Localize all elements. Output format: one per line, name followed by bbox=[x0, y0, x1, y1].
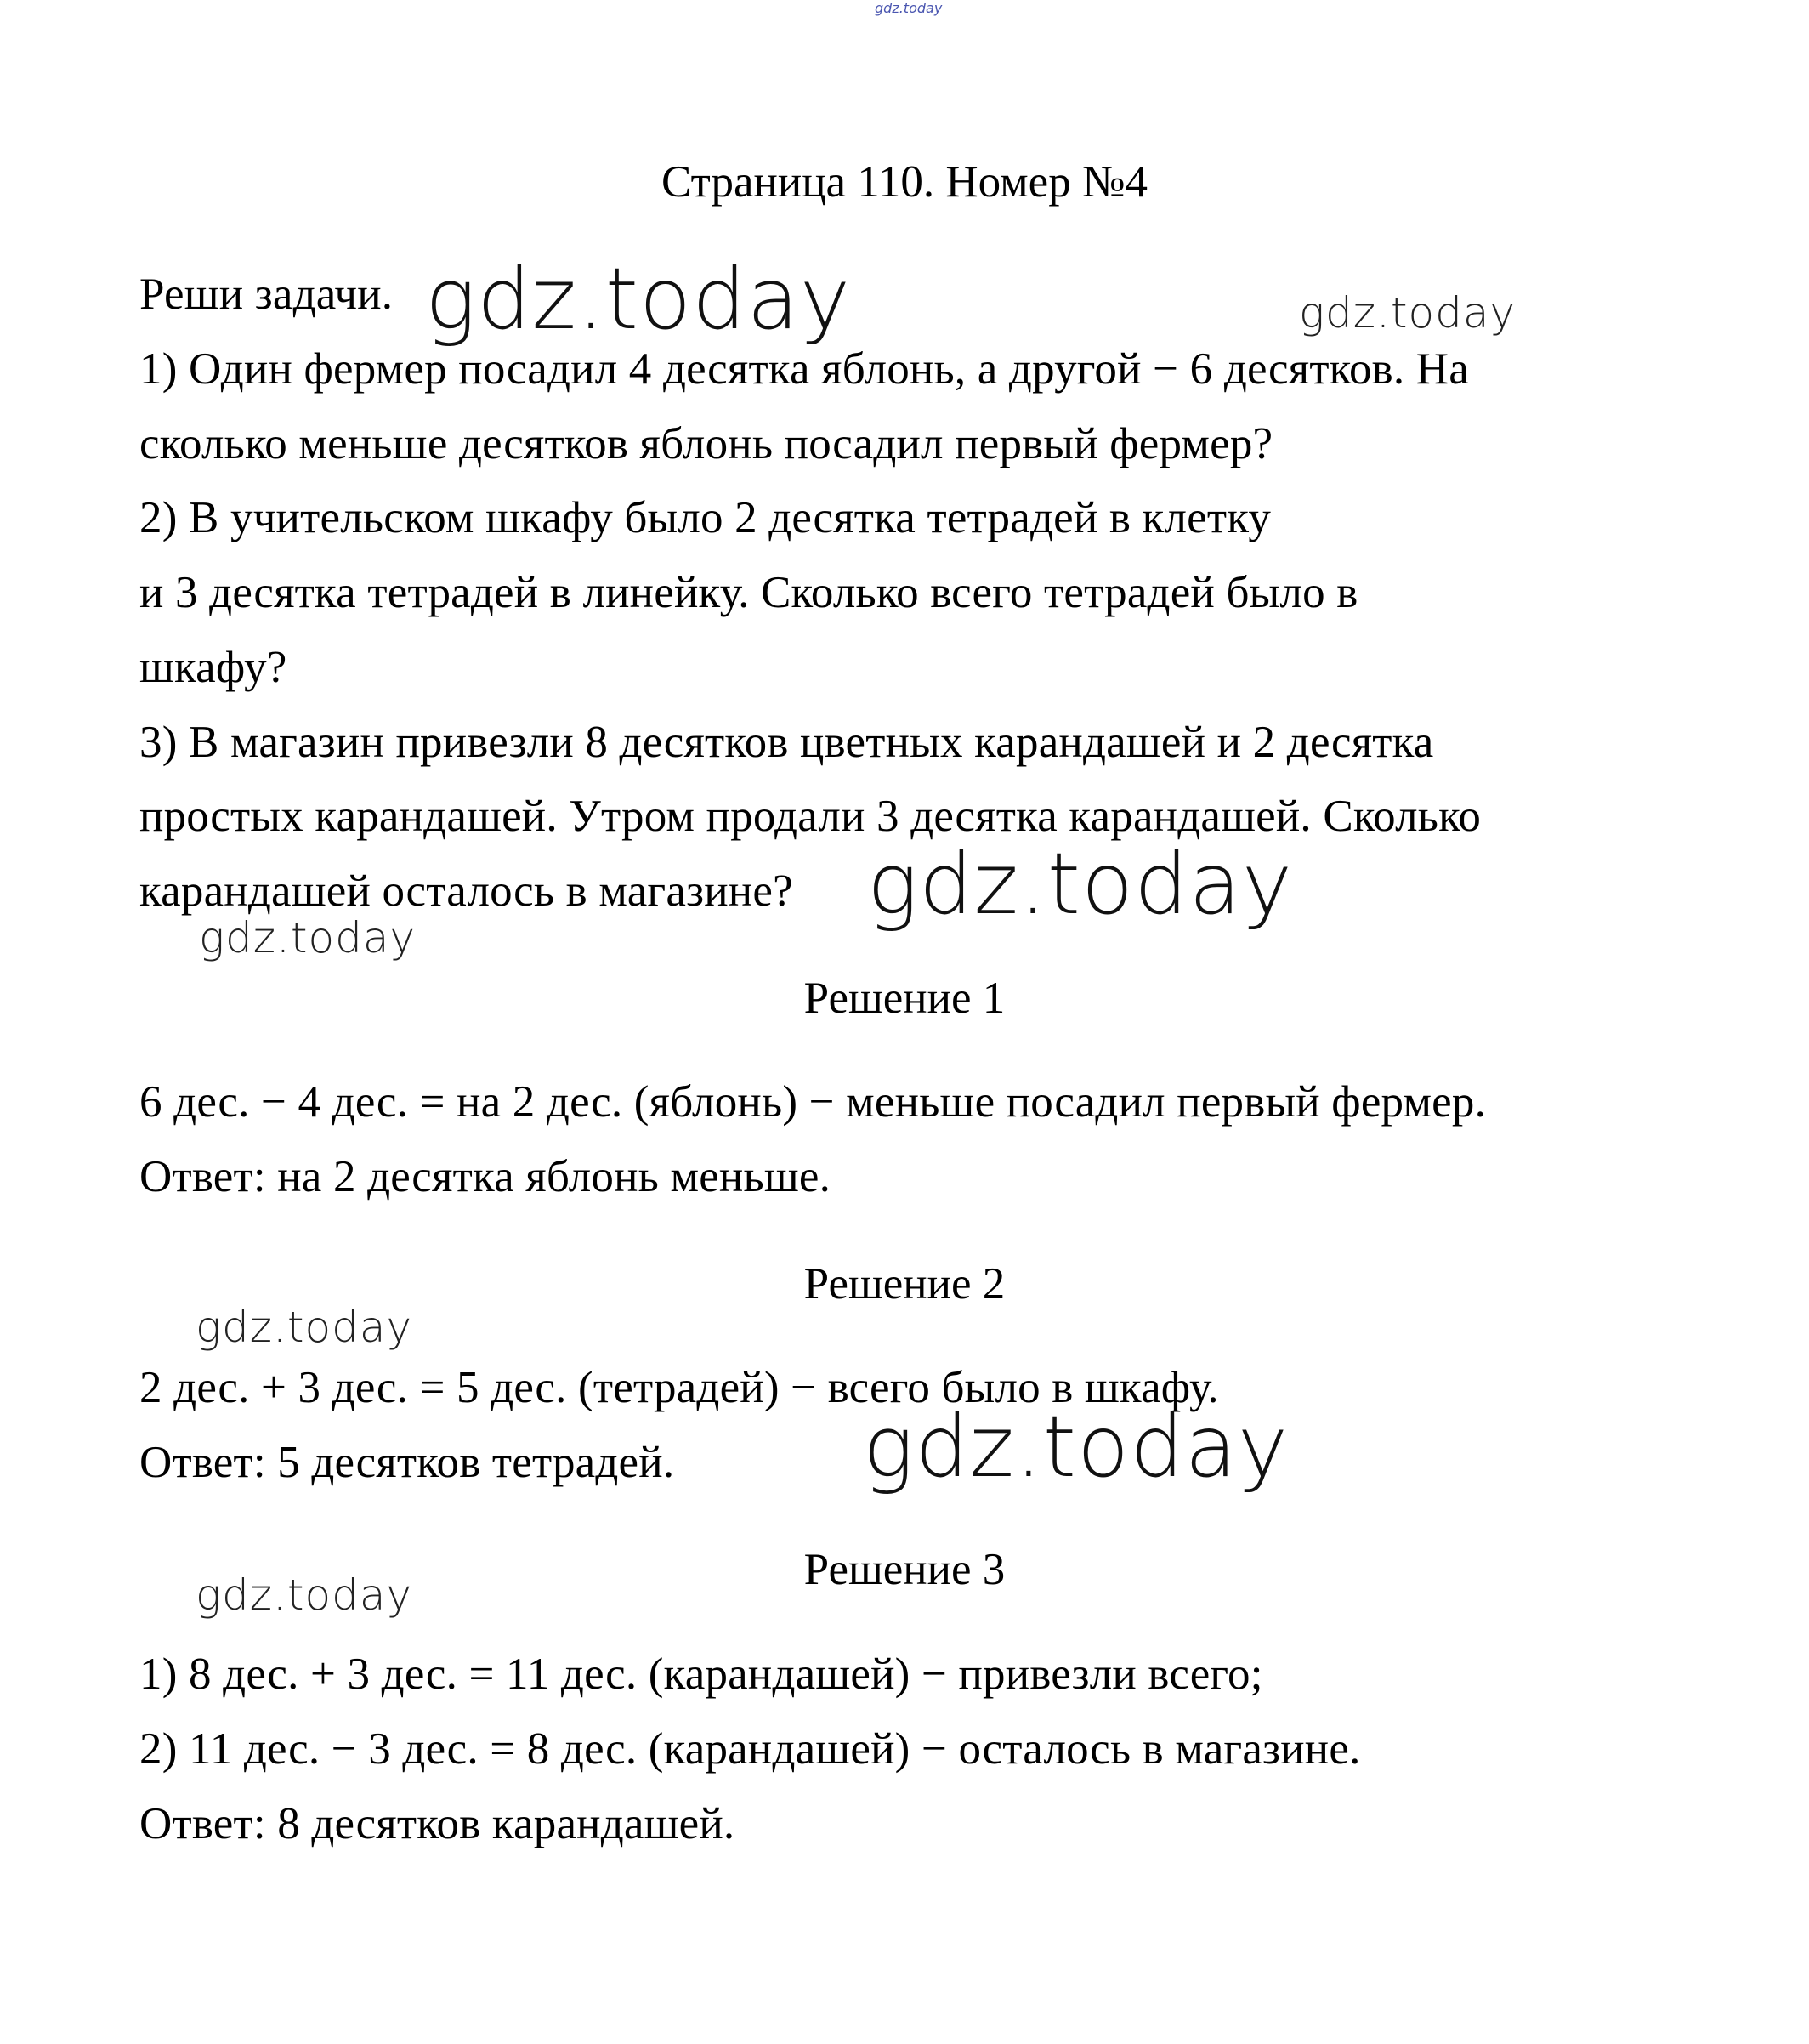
task-line: 1) Один фермер посадил 4 десятка яблонь, а другой − 6 десятков. На bbox=[139, 344, 1469, 394]
watermark: gdz.today bbox=[199, 913, 417, 962]
task-line: и 3 десятка тетрадей в линейку. Сколько всего тетрадей было в bbox=[139, 568, 1358, 617]
task-line: 3) В магазин привезли 8 десятков цветных карандашей и 2 десятка bbox=[139, 718, 1434, 767]
watermark: gdz.today bbox=[196, 1303, 413, 1352]
task-line: простых карандашей. Утром продали 3 десятка карандашей. Сколько bbox=[139, 792, 1482, 841]
task-line: карандашей осталось в магазине? bbox=[139, 866, 793, 916]
solution-1-heading: Решение 1 bbox=[803, 974, 1006, 1023]
watermark: gdz.today bbox=[196, 1570, 413, 1620]
site-mark: gdz.today bbox=[875, 0, 943, 16]
solution-2-line: 2 дес. + 3 дес. = 5 дес. (тетрадей) − всего было в шкафу. bbox=[139, 1363, 1219, 1412]
watermark: gdz.today bbox=[1299, 288, 1517, 338]
task-line: шкафу? bbox=[139, 643, 287, 692]
watermark: gdz.today bbox=[425, 249, 852, 349]
solution-2-answer: Ответ: 5 десятков тетрадей. bbox=[139, 1438, 675, 1487]
solution-1-line: 6 дес. − 4 дес. = на 2 дес. (яблонь) − меньше посадил первый фермер. bbox=[139, 1077, 1487, 1127]
solution-2-heading: Решение 2 bbox=[803, 1259, 1006, 1309]
task-line: 2) В учительском шкафу было 2 десятка тетрадей в клетку bbox=[139, 493, 1272, 542]
solution-1-answer: Ответ: на 2 десятка яблонь меньше. bbox=[139, 1152, 831, 1201]
watermark: gdz.today bbox=[867, 834, 1294, 934]
solution-3-heading: Решение 3 bbox=[803, 1545, 1006, 1594]
task-line: сколько меньше десятков яблонь посадил первый фермер? bbox=[139, 419, 1273, 468]
solution-3-answer: Ответ: 8 десятков карандашей. bbox=[139, 1799, 735, 1848]
solution-3-line: 1) 8 дес. + 3 дес. = 11 дес. (карандашей) − привезли всего; bbox=[139, 1649, 1263, 1699]
task-intro: Реши задачи. bbox=[139, 270, 394, 319]
solution-3-line: 2) 11 дес. − 3 дес. = 8 дес. (карандашей) − осталось в магазине. bbox=[139, 1724, 1361, 1774]
watermark: gdz.today bbox=[863, 1397, 1290, 1496]
page-title: Страница 110. Номер №4 bbox=[661, 157, 1148, 207]
